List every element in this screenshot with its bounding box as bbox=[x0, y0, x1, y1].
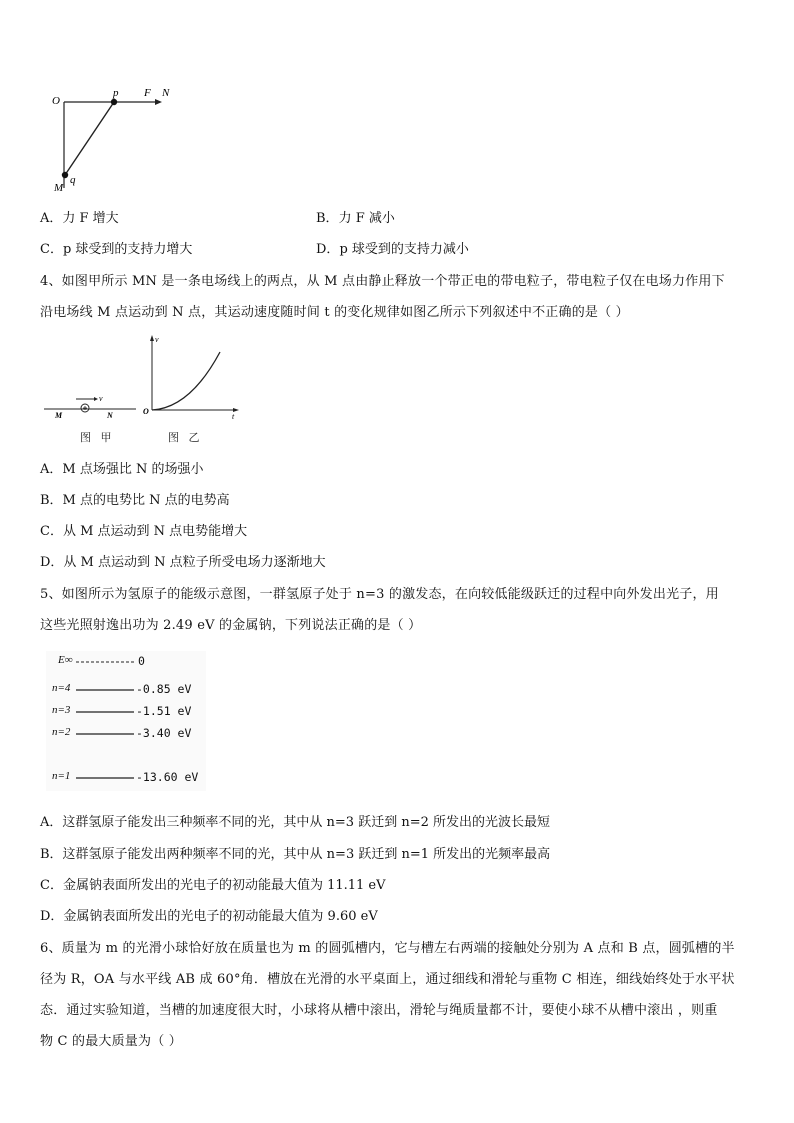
level-value-4: -0.85 eV bbox=[136, 682, 192, 696]
level-value-3: -1.51 eV bbox=[136, 704, 192, 718]
q6-line-1: 6、质量为 m 的光滑小球恰好放在质量也为 m 的圆弧槽内，它与槽左右两端的接触处分别为 A 点和 B 点，圆弧槽的半 bbox=[40, 941, 735, 956]
q4-figure-a bbox=[40, 390, 140, 420]
label-M: M bbox=[55, 411, 63, 420]
level-value-1: -13.60 eV bbox=[136, 770, 199, 784]
level-n-4: n=4 bbox=[52, 682, 71, 694]
q4-option-a: A．M 点场强比 N 的场强小 bbox=[40, 462, 204, 477]
q3-option-a bbox=[40, 207, 119, 226]
level-n-inf: E∞ bbox=[58, 654, 73, 666]
option-key: A． bbox=[40, 211, 63, 226]
label-N: N bbox=[162, 87, 170, 99]
q4-stem-line-2: 沿电场线 M 点运动到 N 点，其运动速度随时间 t 的变化规律如图乙所示下列叙述中不正确的是（ ） bbox=[40, 305, 629, 320]
q4-option-c: C．从 M 点运动到 N 点电势能增大 bbox=[40, 524, 248, 539]
option-key: D． bbox=[316, 242, 340, 257]
label-p: p bbox=[113, 87, 119, 99]
q6-line-4: 物 C 的最大质量为（ ） bbox=[40, 1034, 182, 1049]
label-M: M bbox=[54, 182, 64, 194]
q6-line-2: 径为 R，OA 与水平线 AB 成 60°角．槽放在光滑的水平桌面上，通过细线和滑轮与重物 C 相连，细线始终处于水平状 bbox=[40, 972, 735, 987]
q4-figure-a-caption: 图 甲 bbox=[80, 431, 115, 444]
energy-level-diagram bbox=[46, 651, 206, 791]
q4-option-b: B．M 点的电势比 N 点的电势高 bbox=[40, 493, 230, 508]
option-text: p 球受到的支持力减小 bbox=[339, 242, 469, 257]
q3-figure bbox=[40, 80, 190, 200]
option-key: B． bbox=[316, 211, 339, 226]
label-N: N bbox=[107, 411, 113, 420]
arrow-right-icon bbox=[94, 397, 98, 401]
q4-figure-b-caption: 图 乙 bbox=[168, 431, 203, 444]
ball-q bbox=[62, 172, 68, 178]
option-key: C． bbox=[40, 242, 63, 257]
q5-option-d: D．金属钠表面所发出的光电子的初动能最大值为 9.60 eV bbox=[40, 909, 378, 924]
axis-label-v: v bbox=[155, 335, 159, 344]
level-value-2: -3.40 eV bbox=[136, 726, 192, 740]
q5-option-a: A．这群氢原子能发出三种频率不同的光，其中从 n=3 跃迁到 n=2 所发出的光波长最短 bbox=[40, 815, 550, 830]
level-n-1: n=1 bbox=[52, 770, 71, 782]
level-n-2: n=2 bbox=[52, 726, 71, 738]
origin-label: O bbox=[143, 407, 149, 416]
level-value-inf: 0 bbox=[138, 654, 145, 668]
q5-stem-line-1: 5、如图所示为氢原子的能级示意图，一群氢原子处于 n=3 的激发态，在向较低能级跃迁的过程中向外发出光子，用 bbox=[40, 587, 719, 602]
axis-label-t: t bbox=[232, 412, 235, 421]
q4-option-d: D．从 M 点运动到 N 点粒子所受电场力逐渐地大 bbox=[40, 555, 326, 570]
label-v: v bbox=[99, 394, 103, 403]
q4-stem-line-1: 4、如图甲所示 MN 是一条电场线上的两点，从 M 点由静止释放一个带正电的带电粒子，带电粒子仅在电场力作用下 bbox=[40, 274, 725, 289]
velocity-curve bbox=[152, 352, 220, 410]
ball-p bbox=[111, 99, 117, 105]
option-text: p 球受到的支持力增大 bbox=[62, 242, 193, 257]
label-O: O bbox=[52, 95, 60, 107]
q3-option-b bbox=[316, 207, 395, 226]
q3-option-d bbox=[316, 238, 469, 257]
q4-figure-b bbox=[140, 332, 250, 422]
option-text: 力 F 增大 bbox=[62, 211, 119, 226]
label-F: F bbox=[144, 87, 151, 99]
q5-option-b: B．这群氢原子能发出两种频率不同的光，其中从 n=3 跃迁到 n=1 所发出的光频率最高 bbox=[40, 847, 551, 862]
q5-stem-line-2: 这些光照射逸出功为 2.49 eV 的金属钠，下列说法正确的是（ ） bbox=[40, 618, 422, 633]
label-q: q bbox=[70, 174, 76, 186]
level-n-3: n=3 bbox=[52, 704, 71, 716]
q3-option-c bbox=[40, 238, 192, 257]
option-text: 力 F 减小 bbox=[338, 211, 395, 226]
q6-line-3: 态．通过实验知道，当槽的加速度很大时，小球将从槽中滚出，滑轮与绳质量都不计，要使小球不从槽中滚出 ，则重 bbox=[40, 1003, 718, 1018]
q5-option-c: C．金属钠表面所发出的光电子的初动能最大值为 11.11 eV bbox=[40, 878, 386, 893]
